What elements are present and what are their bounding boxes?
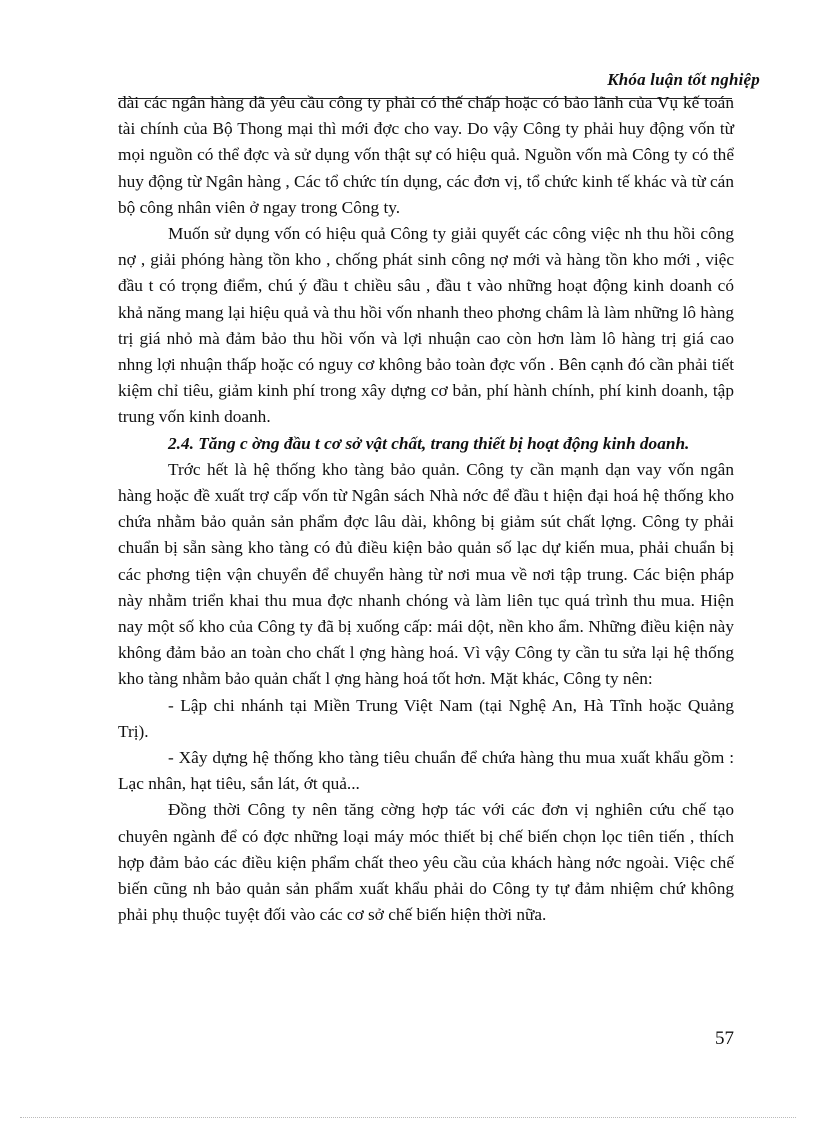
paragraph-warehouse: Trớc hết là hệ thống kho tàng bảo quản. Công ty cần mạnh dạn vay vốn ngân hàng hoặc đề xuất trợ cấp vốn từ Ngân sách Nhà nớc để đầu t hiện đại hoá hệ thống kho chứa nhằm bảo quản sản phẩm đợc lâu dài, không bị giảm sút chất lợng. Công ty phải chuẩn bị sẵn sàng kho tàng có đủ điều kiện bảo quản số lạc dự kiến mua, phải chuẩn bị các phơng tiện vận chuyển để chuyển hàng từ nơi mua về nơi tập trung. Các biện pháp này nhằm triển khai thu mua đợc nhanh chóng và làm liên tục quá trình thu mua. Hiện nay một số kho của Công ty đã bị xuống cấp: mái dột, nền kho ẩm. Những điều kiện này không đảm bảo an toàn cho chất l ợng hàng hoá. Vì vậy Công ty cần tu sửa lại hệ thống kho tàng nhằm bảo quản chất l ợng hàng hoá tốt hơn. Mặt khác, Công ty nên: xyxy=(118,459,734,689)
section-heading: 2.4. Tăng c ờng đầu t cơ sở vật chất, trang thiết bị hoạt động kinh doanh. xyxy=(168,433,690,453)
paragraph-loan-guarantee: dài các ngân hàng đã yêu cầu công ty phải có thế chấp hoặc có bảo lãnh của Vụ kế toán tài chính của Bộ Thong mại thì mới đợc cho vay. Do vậy Công ty phải huy động vốn từ mọi nguồn có thể đợc và sử dụng vốn thật sự có hiệu quả. Nguồn vốn mà Công ty có thể huy động từ Ngân hàng , Các tổ chức tín dụng, các đơn vị, tổ chức kinh tế khác và từ cán bộ công nhân viên ở ngay trong Công ty. xyxy=(118,93,734,217)
paragraph-cooperation: Đồng thời Công ty nên tăng cờng hợp tác với các đơn vị nghiên cứu chế tạo chuyên ngành để có đợc những loại máy móc thiết bị chế biến chọn lọc tiên tiến , thích hợp đảm bảo các điều kiện phẩm chất theo yêu cầu của khách hàng nớc ngoài. Việc chế biến cũng nh bảo quản sản phẩm xuất khẩu phải do Công ty tự đảm nhiệm chứ không phải phụ thuộc tuyệt đối vào các cơ sở chế biến hiện thời nữa. xyxy=(118,800,734,925)
paragraph-capital-efficiency: Muốn sử dụng vốn có hiệu quả Công ty giải quyết các công việc nh thu hồi công nợ , giải phóng hàng tồn kho , chống phát sinh công nợ mới và hàng tồn kho mới , việc đầu t có trọng điểm, chú ý đầu t chiều sâu , đầu t vào những hoạt động kinh doanh có khả năng mang lại hiệu quả và thu hồi vốn nhanh theo phơng châm là làm những lô hàng trị giá nhỏ mà đảm bảo thu hồi vốn và lợi nhuận cao còn hơn làm lô hàng trị giá cao nhng lợi nhuận thấp hoặc có nguy cơ không bảo toàn đợc vốn . Bên cạnh đó cần phải tiết kiệm chỉ tiêu, giảm kinh phí trong xây dựng cơ bản, phí hành chính, phí kinh doanh, tập trung vốn kinh doanh. xyxy=(118,224,734,427)
document-body xyxy=(118,90,734,929)
page-number: 57 xyxy=(715,1028,734,1049)
bullet-branch: - Lập chi nhánh tại Miền Trung Việt Nam (tại Nghệ An, Hà Tĩnh hoặc Quảng Trị). xyxy=(118,695,734,741)
bullet-warehouse-system: - Xây dựng hệ thống kho tàng tiêu chuẩn để chứa hàng thu mua xuất khẩu gồm : Lạc nhân, hạt tiêu, sắn lát, ớt quả... xyxy=(118,748,734,794)
footer-divider xyxy=(20,1117,796,1118)
running-header: Khóa luận tốt nghiệp xyxy=(607,70,760,89)
